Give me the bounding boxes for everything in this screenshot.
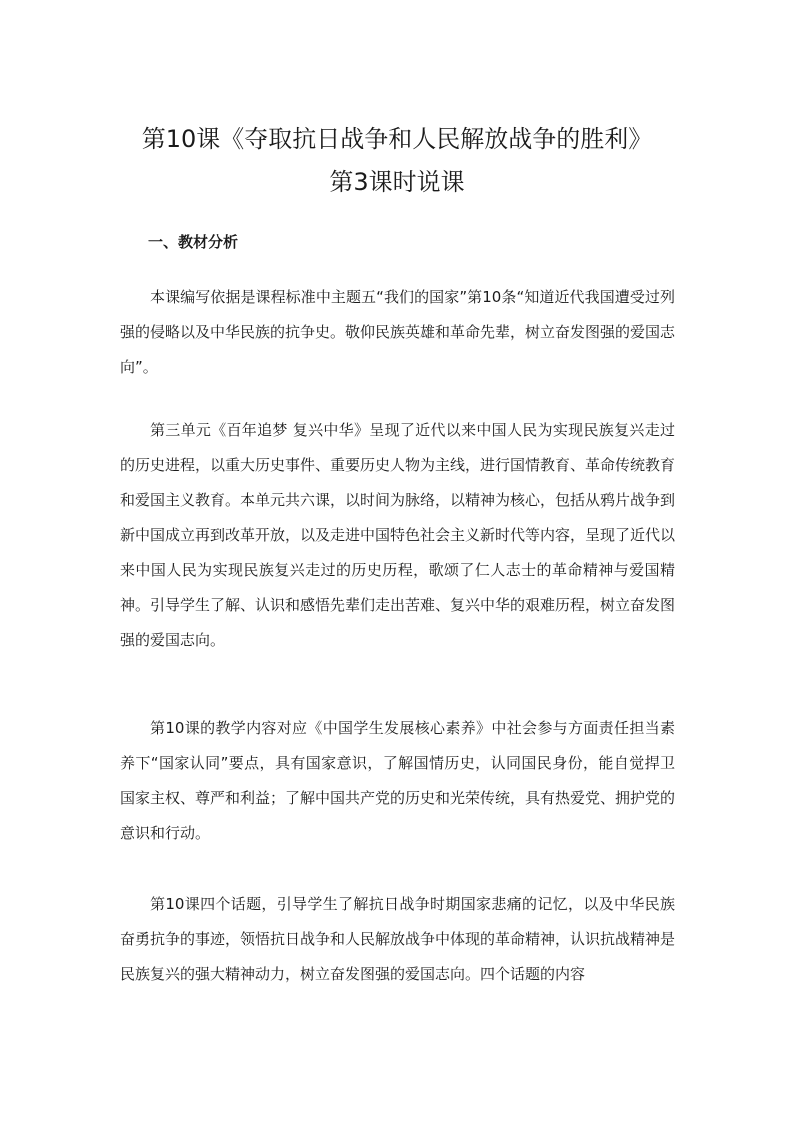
paragraph: 第10课四个话题，引导学生了解抗日战争时期国家悲痛的记忆，以及中华民族奋勇抗争的事迹，领悟抗日战争和人民解放战争中体现的革命精神，认识抗战精神是民族复兴的强大精神动力，树立奋发图强的爱国志向。四个话题的内容: [120, 895, 676, 983]
page-subtitle: 第3课时说课: [329, 168, 465, 196]
paragraph: 第三单元《百年追梦 复兴中华》呈现了近代以来中国人民为实现民族复兴走过的历史进程，以重大历史事件、重要历史人物为主线，进行国情教育、革命传统教育和爱国主义教育。本单元共六课，以时间为脉络，以精神为核心，包括从鸦片战争到新中国成立再到改革开放，以及走进中国特色社会主义新时代等内容，呈现了近代以来中国人民为实现民族复兴走过的历史历程，歌颂了仁人志士的革命精神与爱国精神。引导学生了解、认识和感悟先辈们走出苦难、复兴中华的艰难历程，树立奋发图强的爱国志向。: [120, 421, 676, 649]
paragraph: 本课编写依据是课程标准中主题五“我们的国家”第10条“知道近代我国遭受过列强的侵略以及中华民族的抗争史。敬仰民族英雄和革命先辈，树立奋发图强的爱国志向”。: [120, 288, 676, 376]
paragraph: 第10课的教学内容对应《中国学生发展核心素养》中社会参与方面责任担当素养下“国家认同”要点，具有国家意识，了解国情历史，认同国民身份，能自觉捍卫国家主权、尊严和利益；了解中国共产党的历史和光荣传统，具有热爱党、拥护党的意识和行动。: [120, 719, 676, 842]
section-heading: 一、教材分析: [148, 233, 239, 251]
page-title: 第10课《夺取抗日战争和人民解放战争的胜利》: [141, 125, 653, 153]
